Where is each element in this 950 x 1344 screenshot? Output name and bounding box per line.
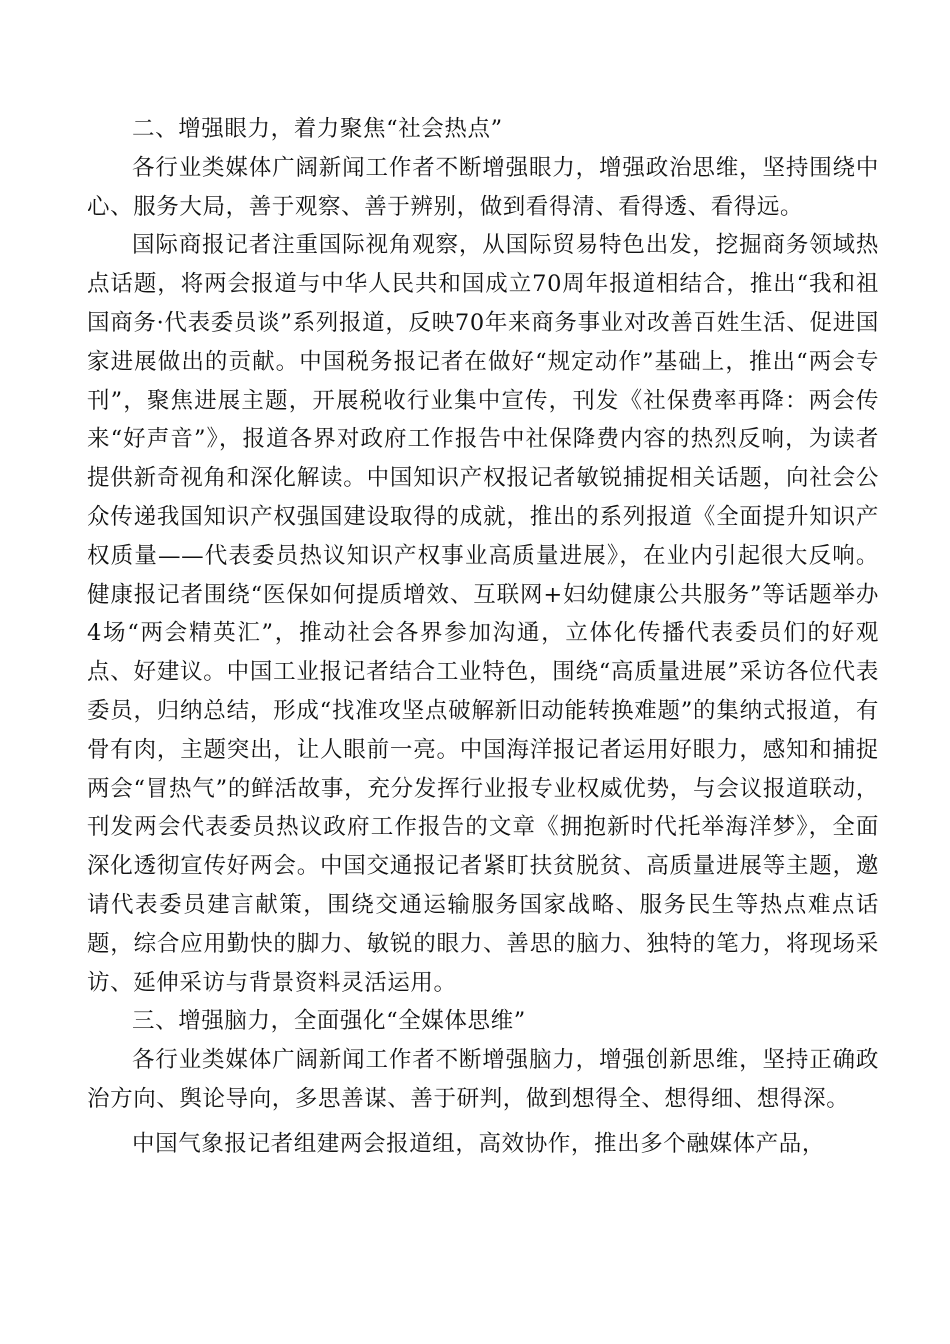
paragraph-intro-2: 各行业类媒体广阔新闻工作者不断增强眼力，增强政治思维，坚持围绕中心、服务大局，善于观察、善于辨别，做到看得清、看得透、看得远。 [87,154,879,220]
document-body [87,110,879,1164]
paragraph-examples-3: 中国气象报记者组建两会报道组，高效协作，推出多个融媒体产品， [132,1130,826,1157]
section-heading-2: 二、增强眼力，着力聚焦“社会热点” [132,116,503,142]
paragraph-examples-2: 国际商报记者注重国际视角观察，从国际贸易特色出发，挖掘商务领域热点话题，将两会报道与中华人民共和国成立70周年报道相结合，推出“我和祖国商务·代表委员谈”系列报道，反映70年来商务事业对改善百姓生活、促进国家进展做出的贡献。中国税务报记者在做好“规定动作”基础上，推出“两会专刊”，聚焦进展主题，开展税收行业集中宣传，刊发《社保费率再降：两会传来“好声音”》，报道各界对政府工作报告中社保降费内容的热烈反响，为读者提供新奇视角和深化解读。中国知识产权报记者敏锐捕捉相关话题，向社会公众传递我国知识产权强国建设取得的成就，推出的系列报道《全面提升知识产权质量——代表委员热议知识产权事业高质量进展》，在业内引起很大反响。健康报记者围绕“医保如何提质增效、互联网+妇幼健康公共服务”等话题举办4场“两会精英汇”，推动社会各界参加沟通，立体化传播代表委员们的好观点、好建议。中国工业报记者结合工业特色，围绕“高质量进展”采访各位代表委员，归纳总结，形成“找准攻坚点破解新旧动能转换难题”的集纳式报道，有骨有肉，主题突出，让人眼前一亮。中国海洋报记者运用好眼力，感知和捕捉两会“冒热气”的鲜活故事，充分发挥行业报专业权威优势，与会议报道联动，刊发两会代表委员热议政府工作报告的文章《拥抱新时代托举海洋梦》，全面深化透彻宣传好两会。中国交通报记者紧盯扶贫脱贫、高质量进展等主题，邀请代表委员建言献策，围绕交通运输服务国家战略、服务民生等热点难点话题，综合应用勤快的脚力、敏锐的眼力、善思的脑力、独特的笔力，将现场采访、延伸采访与背景资料灵活运用。 [87,232,879,996]
paragraph-intro-3: 各行业类媒体广阔新闻工作者不断增强脑力，增强创新思维，坚持正确政治方向、舆论导向，多思善谋、善于研判，做到想得全、想得细、想得深。 [87,1047,879,1112]
section-heading-3: 三、增强脑力，全面强化“全媒体思维” [132,1008,526,1035]
